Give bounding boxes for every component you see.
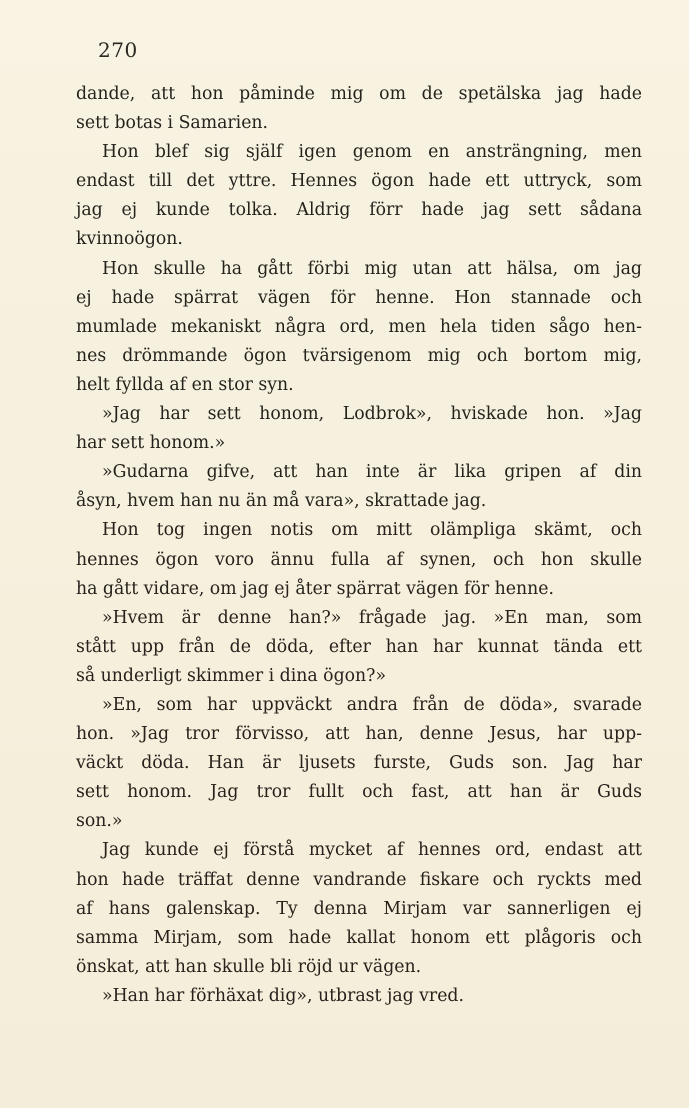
text-line: dande, att hon påminde mig om de spetälska jag hade [76,84,642,104]
text-line: väckt döda. Han är ljusets furste, Guds son. Jag har [76,753,642,774]
text-line: nes drömmande ögon tvärsigenom mig och bortom mig, [76,345,642,366]
text-line: Jag kunde ej förstå mycket af hennes ord, endast att [102,840,642,861]
text-line: endast till det yttre. Hennes ögon hade ett uttryck, som [76,171,642,192]
text-line: åsyn, hvem han nu än må vara», skrattade jag. [76,491,487,512]
page-number: 270 [98,38,138,62]
text-line: så underligt skimmer i dina ögon?» [76,665,387,686]
body-text [76,80,642,1011]
paragraph [76,982,642,1011]
text-line: Hon tog ingen notis om mitt olämpliga skämt, och [102,520,642,541]
text-line: helt fyllda af en stor syn. [76,374,294,395]
text-line: son.» [76,811,123,832]
text-line: kvinnoögon. [76,229,183,250]
text-line: har sett honom.» [76,433,226,454]
text-line: ha gått vidare, om jag ej åter spärrat vägen för henne. [76,578,554,599]
text-line: sett botas i Samarien. [76,113,269,134]
text-line: hennes ögon voro ännu fulla af synen, och hon skulle [76,549,642,570]
text-line: jag ej kunde tolka. Aldrig förr hade jag sett sådana [76,200,642,221]
paragraph [76,458,642,516]
text-line: stått upp från de döda, efter han har kunnat tända ett [76,636,642,657]
text-line: mumlade mekaniskt några ord, men hela tiden sågo hen- [76,316,642,337]
paragraph [76,604,642,691]
text-line: samma Mirjam, som hade kallat honom ett plågoris och [76,927,642,948]
paragraph [76,691,642,836]
text-line: »En, som har uppväckt andra från de döda», svarade [102,694,642,715]
text-line: hon. »Jag tror förvisso, att han, denne Jesus, har upp- [76,724,642,745]
text-line: Hon skulle ha gått förbi mig utan att hälsa, om jag [102,258,642,279]
text-line: hon hade träffat denne vandrande fiskare och ryckts med [76,869,642,890]
paragraph [76,400,642,458]
paragraph [76,255,642,400]
paragraph [76,138,642,254]
text-line: sett honom. Jag tror fullt och fast, att han är Guds [76,782,642,803]
paragraph [76,516,642,603]
text-line: ej hade spärrat vägen för henne. Hon stannade och [76,287,642,308]
text-line: Hon blef sig själf igen genom en ansträngning, men [102,142,642,163]
text-line: »Hvem är denne han?» frågade jag. »En man, som [102,607,642,628]
text-line: »Han har förhäxat dig», utbrast jag vred. [102,985,464,1006]
text-line: af hans galenskap. Ty denna Mirjam var sannerligen ej [76,898,642,919]
paragraph [76,836,642,981]
text-line: önskat, att han skulle bli röjd ur vägen. [76,956,422,977]
text-line: »Gudarna gifve, att han inte är lika gripen af din [102,462,642,483]
text-line: »Jag har sett honom, Lodbrok», hviskade hon. »Jag [102,404,642,425]
paragraph [76,80,642,138]
